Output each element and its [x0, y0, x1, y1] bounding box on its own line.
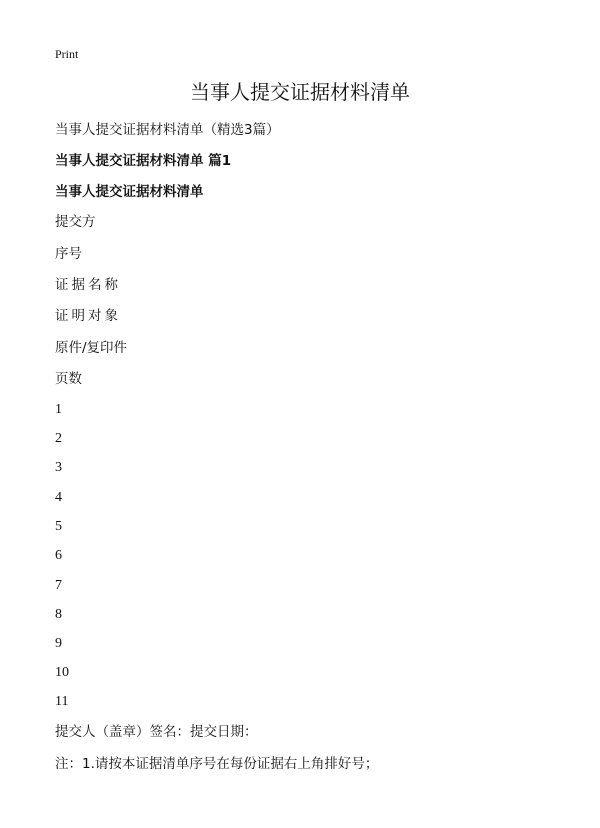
list-heading: 当事人提交证据材料清单 — [55, 184, 204, 200]
row-number: 2 — [55, 431, 62, 446]
row-number: 10 — [55, 665, 69, 680]
row-number: 5 — [55, 519, 62, 534]
row-number: 8 — [55, 607, 62, 622]
field-evidence-name: 证据名称 — [55, 277, 121, 293]
row-number: 6 — [55, 548, 62, 563]
row-number: 4 — [55, 490, 62, 505]
field-proof-object: 证明对象 — [55, 308, 121, 324]
section-heading: 当事人提交证据材料清单 篇1 — [55, 153, 232, 169]
field-pages: 页数 — [55, 371, 82, 387]
document-subtitle: 当事人提交证据材料清单（精选3篇） — [55, 122, 280, 138]
row-number: 1 — [55, 402, 62, 417]
print-label[interactable]: Print — [55, 47, 79, 61]
note-line: 注：1.请按本证据清单序号在每份证据右上角排好号； — [55, 756, 379, 772]
row-number: 9 — [55, 636, 62, 651]
row-number: 11 — [55, 694, 69, 709]
signature-line: 提交人（盖章）签名：提交日期： — [55, 724, 258, 740]
field-serial: 序号 — [55, 246, 82, 262]
row-number: 7 — [55, 578, 62, 593]
field-submitter: 提交方 — [55, 214, 96, 230]
field-original-copy: 原件/复印件 — [55, 340, 128, 356]
document-title: 当事人提交证据材料清单 — [190, 80, 410, 104]
row-number: 3 — [55, 460, 62, 475]
